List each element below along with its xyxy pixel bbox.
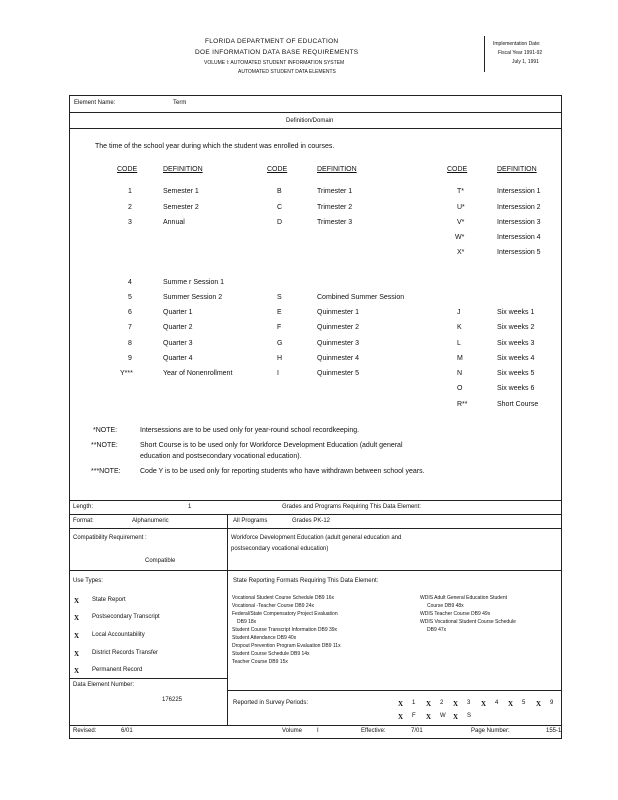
format-entry: Course DB9 48x bbox=[427, 603, 464, 609]
note-label: **NOTE: bbox=[91, 442, 118, 449]
definition: Quarter 4 bbox=[163, 355, 193, 362]
header-title-2: DOE INFORMATION DATA BASE REQUIREMENTS bbox=[195, 49, 359, 56]
definition: Intersession 1 bbox=[497, 188, 541, 195]
format-entry: Vocational Student Course Schedule DB9 16x bbox=[232, 595, 335, 601]
check-mark: X bbox=[74, 614, 80, 622]
col-code-3: CODE bbox=[447, 166, 468, 173]
data-element-number-value: 176225 bbox=[162, 697, 183, 703]
revised-value: 6/01 bbox=[121, 728, 133, 734]
definition: Six weeks 3 bbox=[497, 340, 535, 347]
rule bbox=[227, 690, 562, 691]
code: S bbox=[277, 294, 282, 301]
impl-date: July 1, 1991 bbox=[512, 59, 539, 65]
definition: Quinmester 4 bbox=[317, 355, 360, 362]
effective-label: Effective: bbox=[361, 728, 386, 734]
code: F bbox=[277, 324, 282, 331]
column-divider bbox=[227, 514, 228, 726]
survey-mark: X bbox=[453, 700, 459, 708]
element-name-value: Term bbox=[173, 100, 187, 106]
code: 4 bbox=[128, 279, 132, 286]
element-name-label: Element Name: bbox=[74, 100, 116, 106]
code: Y*** bbox=[120, 370, 133, 377]
code: E bbox=[277, 309, 282, 316]
col-def-1: DEFINITION bbox=[163, 166, 203, 173]
survey-period: 1 bbox=[412, 700, 416, 706]
header-divider bbox=[484, 36, 485, 72]
format-entry: Federal/State Compensatory Project Evaluation bbox=[232, 611, 338, 617]
grades-range: Grades PK-12 bbox=[292, 518, 331, 524]
definition: Quinmester 5 bbox=[317, 370, 360, 377]
page-number-value: 155-1 bbox=[546, 728, 562, 734]
survey-period: F bbox=[412, 713, 416, 719]
use-type: State Report bbox=[92, 597, 126, 603]
code: 2 bbox=[128, 204, 132, 211]
code: D bbox=[277, 219, 283, 226]
check-mark: X bbox=[74, 597, 80, 605]
rule bbox=[69, 528, 227, 529]
survey-period: 2 bbox=[440, 700, 444, 706]
rule bbox=[69, 514, 562, 515]
note-text: Short Course is to be used only for Workforce Development Education (adult general bbox=[140, 442, 403, 449]
format-entry: WDIS Vocational Student Course Schedule bbox=[420, 619, 516, 625]
all-programs: All Programs bbox=[233, 518, 268, 524]
header-title-4: AUTOMATED STUDENT DATA ELEMENTS bbox=[238, 69, 336, 75]
code: H bbox=[277, 355, 283, 362]
check-mark: X bbox=[74, 632, 80, 640]
definition: Six weeks 2 bbox=[497, 324, 535, 331]
impl-label: Implementation Date: bbox=[493, 41, 541, 47]
survey-mark: X bbox=[398, 713, 404, 721]
data-element-number-label: Data Element Number: bbox=[73, 682, 135, 688]
section-title: Definition/Domain bbox=[286, 118, 334, 124]
survey-period: S bbox=[467, 713, 472, 719]
survey-mark: X bbox=[426, 700, 432, 708]
use-type: Local Accountability bbox=[92, 632, 145, 638]
revised-label: Revised: bbox=[73, 728, 97, 734]
definition: Six weeks 5 bbox=[497, 370, 535, 377]
format-entry: WDIS Teacher Course DB9 49x bbox=[420, 611, 491, 617]
code: J bbox=[457, 309, 461, 316]
definition: Intersession 3 bbox=[497, 219, 541, 226]
format-label: Format: bbox=[73, 518, 94, 524]
code: B bbox=[277, 188, 282, 195]
workforce-line-1: Workforce Development Education (adult general education and bbox=[231, 535, 402, 541]
code: 6 bbox=[128, 309, 132, 316]
format-value: Alphanumeric bbox=[132, 518, 169, 524]
format-entry: Teacher Course DB9 15x bbox=[232, 659, 288, 665]
definition: Quarter 3 bbox=[163, 340, 193, 347]
definition: Six weeks 1 bbox=[497, 309, 535, 316]
use-types-label: Use Types: bbox=[73, 578, 103, 584]
definition: Short Course bbox=[497, 401, 539, 408]
definition: Quinmester 1 bbox=[317, 309, 360, 316]
survey-period: 5 bbox=[522, 700, 526, 706]
format-entry: DB9 18x bbox=[237, 619, 257, 625]
code: 1 bbox=[128, 188, 132, 195]
definition: Year of Nonenrollment bbox=[163, 370, 233, 377]
code: T* bbox=[457, 188, 464, 195]
definition: Combined Summer Session bbox=[317, 294, 405, 301]
reported-label: Reported in Survey Periods: bbox=[233, 700, 309, 706]
rule bbox=[69, 725, 562, 726]
note-label: ***NOTE: bbox=[91, 468, 121, 475]
code: 7 bbox=[128, 324, 132, 331]
format-entry: Vocational -Teacher Course DB9 24x bbox=[232, 603, 314, 609]
definition: Summer Session 2 bbox=[163, 294, 223, 301]
definition: Summe r Session 1 bbox=[163, 279, 225, 286]
rule bbox=[69, 128, 562, 129]
definition: Quarter 2 bbox=[163, 324, 193, 331]
state-formats-label: State Reporting Formats Requiring This Data Element: bbox=[233, 578, 379, 584]
volume-value: I bbox=[317, 728, 319, 734]
definition: Six weeks 4 bbox=[497, 355, 535, 362]
note-text: Code Y is to be used only for reporting students who have withdrawn between school years. bbox=[140, 468, 425, 475]
survey-period: W bbox=[440, 713, 446, 719]
survey-period: 4 bbox=[495, 700, 499, 706]
survey-period: 3 bbox=[467, 700, 471, 706]
rule bbox=[69, 570, 562, 571]
code: W* bbox=[455, 234, 465, 241]
format-entry: Student Course Schedule DB9 14x bbox=[232, 651, 310, 657]
definition: Intersession 5 bbox=[497, 249, 541, 256]
compatibility-value: Compatible bbox=[145, 558, 176, 564]
intro-text: The time of the school year during which the student was enrolled in courses. bbox=[95, 143, 335, 150]
col-code-1: CODE bbox=[117, 166, 138, 173]
survey-mark: X bbox=[536, 700, 542, 708]
code: 9 bbox=[128, 355, 132, 362]
page-number-label: Page Number: bbox=[471, 728, 510, 734]
col-def-2: DEFINITION bbox=[317, 166, 357, 173]
survey-period: 9 bbox=[550, 700, 554, 706]
grades-requiring-label: Grades and Programs Requiring This Data Element: bbox=[282, 504, 421, 510]
definition: Semester 1 bbox=[163, 188, 199, 195]
code: L bbox=[457, 340, 461, 347]
format-entry: Student Course Transcript Information DB9 39x bbox=[232, 627, 338, 633]
code: C bbox=[277, 204, 283, 211]
workforce-line-2: postsecondary vocational education) bbox=[231, 546, 329, 552]
definition: Trimester 3 bbox=[317, 219, 353, 226]
code: 8 bbox=[128, 340, 132, 347]
definition: Quinmester 3 bbox=[317, 340, 360, 347]
note-text: Intersessions are to be used only for year-round school recordkeeping. bbox=[140, 427, 360, 434]
definition: Intersession 2 bbox=[497, 204, 541, 211]
definition: Six weeks 6 bbox=[497, 385, 535, 392]
survey-mark: X bbox=[508, 700, 514, 708]
code: O bbox=[457, 385, 463, 392]
note-text: education and postsecondary vocational education). bbox=[140, 453, 302, 460]
compatibility-label: Compatibility Requirement : bbox=[73, 535, 147, 541]
code: M bbox=[457, 355, 463, 362]
length-value: 1 bbox=[188, 504, 192, 510]
rule bbox=[69, 678, 227, 679]
col-code-2: CODE bbox=[267, 166, 288, 173]
definition: Annual bbox=[163, 219, 185, 226]
code: K bbox=[457, 324, 462, 331]
note-label: *NOTE: bbox=[93, 427, 118, 434]
format-entry: Dropout Prevention Program Evaluation DB9 11x bbox=[232, 643, 341, 649]
code: R** bbox=[457, 401, 468, 408]
code: I bbox=[277, 370, 279, 377]
definition: Intersession 4 bbox=[497, 234, 541, 241]
definition: Trimester 1 bbox=[317, 188, 353, 195]
definition: Trimester 2 bbox=[317, 204, 353, 211]
code: 5 bbox=[128, 294, 132, 301]
check-mark: X bbox=[74, 667, 80, 675]
effective-value: 7/01 bbox=[411, 728, 423, 734]
code: U* bbox=[457, 204, 465, 211]
code: X* bbox=[457, 249, 465, 256]
definition: Semester 2 bbox=[163, 204, 199, 211]
rule bbox=[227, 528, 562, 529]
code: N bbox=[457, 370, 463, 377]
format-entry: Student Attendance DB9 40x bbox=[232, 635, 297, 641]
definition: Quinmester 2 bbox=[317, 324, 360, 331]
length-label: Length: bbox=[73, 504, 94, 510]
format-entry: WDIS Adult General Education Student bbox=[420, 595, 507, 601]
survey-mark: X bbox=[398, 700, 404, 708]
survey-mark: X bbox=[426, 713, 432, 721]
header-title-3: VOLUME I: AUTOMATED STUDENT INFORMATION SYSTEM bbox=[204, 60, 345, 66]
col-def-3: DEFINITION bbox=[497, 166, 537, 173]
header-title-1: FLORIDA DEPARTMENT OF EDUCATION bbox=[205, 38, 339, 45]
rule bbox=[69, 112, 562, 113]
survey-mark: X bbox=[481, 700, 487, 708]
code: G bbox=[277, 340, 283, 347]
use-type: District Records Transfer bbox=[92, 650, 159, 656]
code: 3 bbox=[128, 219, 132, 226]
impl-fiscal-year: Fiscal Year 1991-92 bbox=[498, 50, 543, 56]
rule bbox=[69, 500, 562, 501]
check-mark: X bbox=[74, 650, 80, 658]
format-entry: DB9 47x bbox=[427, 627, 447, 633]
code: V* bbox=[457, 219, 465, 226]
use-type: Postsecondary Transcript bbox=[92, 614, 160, 620]
use-type: Permanent Record bbox=[92, 667, 143, 673]
volume-label: Volume bbox=[282, 728, 303, 734]
definition: Quarter 1 bbox=[163, 309, 193, 316]
survey-mark: X bbox=[453, 713, 459, 721]
